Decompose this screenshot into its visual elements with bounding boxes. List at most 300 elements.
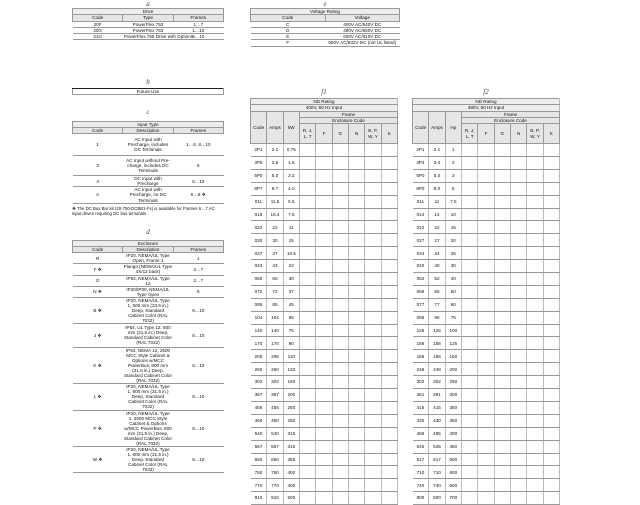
f1-subtitle: 400V, 50 Hz Input (251, 105, 398, 111)
frame-cell (543, 453, 559, 466)
frame-cell (332, 466, 348, 479)
amps-cell: 567 (267, 440, 283, 453)
code-cell: 302 (413, 376, 429, 389)
code-cell: 022 (413, 221, 429, 234)
rating-cell: 600 (445, 479, 461, 492)
frame-cell (365, 144, 381, 157)
code-cell: 485 (413, 427, 429, 440)
frame-cell (381, 401, 397, 414)
frame-cell (332, 273, 348, 286)
code-cell: 015 (251, 208, 267, 221)
frame-cell (299, 273, 315, 286)
col-header: N (348, 124, 364, 144)
frame-cell (543, 363, 559, 376)
frame-cell (478, 298, 494, 311)
frame-cell (365, 492, 381, 505)
table-f1-letter: f1 (321, 88, 327, 96)
frame-cell (381, 285, 397, 298)
frame-cell (527, 376, 543, 389)
frame-cell (316, 414, 332, 427)
frame-cell (494, 285, 510, 298)
frame-cell (348, 144, 364, 157)
amps-cell: 910 (267, 492, 283, 505)
table-d (72, 228, 224, 473)
table-row: K ❖ IP54, NEMA 12, 2500 MCC Style Cabinet & Options w/MCC PowerBus, 800 mm (31.5 in.) Deep, Standard Cabinet Color (RAL 7032) 8…10 (73, 347, 224, 383)
frame-cell (348, 208, 364, 221)
frame-cell (494, 363, 510, 376)
table-row (413, 234, 560, 247)
frame-cell (332, 182, 348, 195)
col-header: B, P, W, Y (365, 124, 381, 144)
frame-cell (316, 311, 332, 324)
frame-cell (527, 234, 543, 247)
amps-cell: 260 (267, 363, 283, 376)
frame-cell (510, 401, 526, 414)
rating-cell: 100 (445, 324, 461, 337)
rating-cell: 15 (445, 221, 461, 234)
frame-cell (510, 208, 526, 221)
frame-cell (348, 389, 364, 402)
table-row (251, 337, 398, 350)
code-cell: 043 (251, 260, 267, 273)
drive-table (72, 8, 224, 40)
rating-cell: 2 (445, 157, 461, 170)
table-row: G IP54, NEMA/UL Type 12 2…7 (73, 275, 224, 286)
frame-cell (365, 337, 381, 350)
frame-cell (494, 337, 510, 350)
table-row (251, 273, 398, 286)
frame-cell (381, 260, 397, 273)
col-header: Enclosure Code (299, 117, 397, 123)
code-cell: 156 (413, 337, 429, 350)
rating-cell: 400 (445, 427, 461, 440)
frame-cell (299, 260, 315, 273)
frame-cell (478, 350, 494, 363)
amps-cell: 22 (429, 221, 445, 234)
amps-cell: 14 (429, 208, 445, 221)
frame-cell (478, 221, 494, 234)
table-row (413, 182, 560, 195)
future-use-title: Future Use (73, 89, 224, 95)
code-cell: 910 (251, 492, 267, 505)
table-row (251, 247, 398, 260)
col-header: R, J, L, T (299, 124, 315, 144)
amps-cell: 34 (429, 247, 445, 260)
col-header: Enclosure Code (461, 117, 559, 123)
amps-cell: 460 (267, 414, 283, 427)
table-row (413, 221, 560, 234)
enclosure-table (72, 240, 224, 473)
frame-cell (461, 221, 477, 234)
frame-cell (299, 195, 315, 208)
amps-cell: 540 (267, 427, 283, 440)
frame-cell (527, 363, 543, 376)
frame-cell (478, 247, 494, 260)
table-row: P ❖ IP20, NEMA/UL Type 1, 2500 MCC Style Cabinet & Options w/MCC PowerBus, 800 mm (31.5 in.) Deep, Standard Cabinet Color (RAL 7032) 8…10 (73, 410, 224, 446)
code-cell: 060 (251, 273, 267, 286)
col-header: Type (123, 15, 173, 21)
col-header: K (543, 124, 559, 144)
frame-cell (381, 298, 397, 311)
rating-cell: 150 (445, 350, 461, 363)
frame-cell (365, 260, 381, 273)
rating-cell: 55 (283, 311, 299, 324)
amps-cell: 800 (429, 492, 445, 505)
table-row (413, 376, 560, 389)
col-header: Amps (429, 111, 445, 144)
frame-cell (332, 350, 348, 363)
frame-cell (494, 260, 510, 273)
frame-cell (527, 247, 543, 260)
frame-cell (494, 182, 510, 195)
col-header: Description (123, 247, 173, 253)
frame-cell (494, 195, 510, 208)
frame-cell (461, 208, 477, 221)
frame-cell (527, 350, 543, 363)
rating-cell: 250 (283, 414, 299, 427)
frame-cell (332, 195, 348, 208)
amps-cell: 2.1 (429, 144, 445, 157)
table-row (251, 466, 398, 479)
frame-cell (348, 492, 364, 505)
frame-cell (316, 363, 332, 376)
frame-cell (510, 195, 526, 208)
code-cell: 710 (413, 466, 429, 479)
frame-cell (494, 401, 510, 414)
frame-cell (332, 260, 348, 273)
frame-cell (543, 389, 559, 402)
frame-cell (543, 234, 559, 247)
table-row (251, 208, 398, 221)
frame-cell (348, 427, 364, 440)
amps-cell: 650 (267, 453, 283, 466)
amps-cell: 750 (267, 466, 283, 479)
rating-cell: 160 (283, 376, 299, 389)
table-row (413, 169, 560, 182)
nd-rating-480v-table (412, 98, 560, 505)
amps-cell: 740 (429, 479, 445, 492)
frame-cell (316, 182, 332, 195)
table-a (72, 0, 224, 40)
frame-cell (316, 247, 332, 260)
frame-cell (510, 414, 526, 427)
frame-cell (299, 427, 315, 440)
table-a-letter: a (146, 0, 150, 8)
frame-cell (461, 363, 477, 376)
frame-cell (348, 453, 364, 466)
table-row: D 480V AC/650V DC (251, 27, 400, 33)
frame-cell (348, 324, 364, 337)
frame-cell (316, 492, 332, 505)
frame-cell (299, 247, 315, 260)
amps-cell: 22 (267, 221, 283, 234)
rating-cell: 600 (445, 466, 461, 479)
rating-cell: 300 (445, 389, 461, 402)
code-cell: 205 (251, 350, 267, 363)
amps-cell: 456 (267, 401, 283, 414)
f2-title: ND Rating (413, 99, 560, 105)
frame-cell (381, 479, 397, 492)
frame-cell (332, 144, 348, 157)
amps-cell: 37 (267, 247, 283, 260)
frame-cell (316, 157, 332, 170)
frame-cell (381, 389, 397, 402)
table-row (413, 285, 560, 298)
table-c-letter: c (146, 108, 150, 116)
table-row: 4 DC Input with Precharge 5…10 (73, 176, 224, 187)
frame-cell (332, 157, 348, 170)
rating-cell: 45 (283, 298, 299, 311)
code-cell: 567 (251, 440, 267, 453)
frame-cell (365, 427, 381, 440)
frame-cell (381, 311, 397, 324)
frame-cell (381, 453, 397, 466)
frame-cell (543, 492, 559, 505)
frame-cell (299, 479, 315, 492)
frame-cell (381, 350, 397, 363)
code-cell: 052 (413, 273, 429, 286)
frame-cell (527, 453, 543, 466)
frame-cell (348, 247, 364, 260)
frame-cell (365, 182, 381, 195)
frame-cell (510, 169, 526, 182)
rating-cell: 60 (445, 298, 461, 311)
table-row (251, 169, 398, 182)
col-header: Amps (267, 111, 283, 144)
amps-cell: 11 (429, 195, 445, 208)
table-row (413, 208, 560, 221)
code-cell: 650 (251, 453, 267, 466)
table-row (251, 389, 398, 402)
frame-cell (543, 285, 559, 298)
frame-cell (510, 157, 526, 170)
frame-cell (543, 298, 559, 311)
frame-cell (461, 195, 477, 208)
table-row: J ❖ IP54, UL Type 12, 800 mm (31.5 in.) Deep, Standard Cabinet Color (RAL 7032) 8…10 (73, 323, 224, 347)
frame-cell (332, 311, 348, 324)
frame-cell (478, 427, 494, 440)
amps-cell: 8.0 (429, 182, 445, 195)
frame-cell (478, 440, 494, 453)
frame-cell (478, 311, 494, 324)
rating-cell: 18.5 (283, 247, 299, 260)
amps-cell: 710 (429, 466, 445, 479)
frame-cell (478, 389, 494, 402)
frame-cell (299, 144, 315, 157)
table-row: F ❖ Flange (NEMA/UL Type 4X/12 back) 2…7 (73, 264, 224, 275)
frame-cell (543, 247, 559, 260)
rating-cell: 500 (283, 492, 299, 505)
frame-cell (461, 350, 477, 363)
code-cell: 085 (251, 298, 267, 311)
frame-cell (494, 492, 510, 505)
frame-cell (348, 376, 364, 389)
frame-cell (332, 221, 348, 234)
amps-cell: 248 (429, 363, 445, 376)
frame-cell (478, 401, 494, 414)
frame-cell (510, 298, 526, 311)
frame-cell (510, 337, 526, 350)
frame-cell (365, 440, 381, 453)
rating-cell: 200 (283, 389, 299, 402)
code-cell: 014 (413, 208, 429, 221)
table-row (413, 298, 560, 311)
frame-cell (494, 247, 510, 260)
frame-cell (316, 208, 332, 221)
table-row (413, 466, 560, 479)
table-row (251, 492, 398, 505)
frame-cell (316, 479, 332, 492)
frame-cell (299, 466, 315, 479)
rating-cell: 400 (283, 479, 299, 492)
frame-cell (510, 221, 526, 234)
table-e-letter: e (323, 0, 327, 8)
frame-cell (381, 247, 397, 260)
frame-cell (316, 169, 332, 182)
frame-cell (527, 440, 543, 453)
frame-cell (299, 234, 315, 247)
code-cell: 770 (251, 479, 267, 492)
amps-cell: 85 (267, 298, 283, 311)
frame-cell (299, 182, 315, 195)
code-cell: 2P1 (413, 144, 429, 157)
rating-cell: 355 (283, 453, 299, 466)
table-row (251, 195, 398, 208)
table-row (251, 401, 398, 414)
amps-cell: 77 (429, 298, 445, 311)
frame-cell (316, 273, 332, 286)
frame-cell (461, 492, 477, 505)
frame-cell (510, 350, 526, 363)
table-row (251, 376, 398, 389)
frame-cell (494, 414, 510, 427)
frame-cell (365, 169, 381, 182)
frame-cell (461, 298, 477, 311)
table-row: 3 AC Input without Pre-charge, includes DC Terminals 5 (73, 156, 224, 176)
table-row (251, 144, 398, 157)
rating-cell: 37 (283, 285, 299, 298)
frame-cell (478, 492, 494, 505)
table-row: E 600V AC/810V DC (251, 34, 400, 40)
table-row: R IP20, NEMA/UL Type Open, Frame 1 1 (73, 253, 224, 264)
frame-cell (332, 208, 348, 221)
table-row (413, 440, 560, 453)
frame-cell (543, 208, 559, 221)
frame-cell (348, 363, 364, 376)
frame-cell (365, 401, 381, 414)
table-row (251, 453, 398, 466)
frame-cell (299, 389, 315, 402)
frame-cell (543, 169, 559, 182)
frame-cell (461, 311, 477, 324)
amps-cell: 3.5 (267, 157, 283, 170)
frame-cell (543, 324, 559, 337)
frame-cell (510, 324, 526, 337)
col-header: R, J, L, T (461, 124, 477, 144)
table-row (251, 221, 398, 234)
frame-cell (510, 376, 526, 389)
col-header: G (332, 124, 348, 144)
frame-cell (527, 311, 543, 324)
amps-cell: 52 (429, 273, 445, 286)
table-row (251, 182, 398, 195)
frame-cell (348, 182, 364, 195)
table-row (251, 260, 398, 273)
amps-cell: 430 (429, 414, 445, 427)
code-cell: 5P0 (413, 169, 429, 182)
frame-cell (299, 221, 315, 234)
table-row (413, 260, 560, 273)
frame-cell (299, 492, 315, 505)
table-row (413, 427, 560, 440)
frame-cell (365, 285, 381, 298)
frame-cell (510, 144, 526, 157)
rating-cell: 315 (283, 440, 299, 453)
frame-cell (478, 195, 494, 208)
frame-cell (494, 466, 510, 479)
frame-cell (348, 260, 364, 273)
frame-cell (478, 157, 494, 170)
frame-cell (299, 376, 315, 389)
table-row (413, 414, 560, 427)
rating-cell: 25 (445, 247, 461, 260)
rating-cell: 7.5 (283, 208, 299, 221)
code-cell: 617 (413, 453, 429, 466)
code-cell: 545 (413, 440, 429, 453)
code-cell: 460 (251, 414, 267, 427)
rating-cell: 30 (283, 273, 299, 286)
frame-cell (381, 324, 397, 337)
frame-cell (461, 285, 477, 298)
frame-cell (299, 414, 315, 427)
col-header: F (478, 124, 494, 144)
table-row: A AC Input with Precharge, no DC Terminals 6…8 ❖ (73, 187, 224, 203)
voltage-rating-title: Voltage Rating (251, 9, 400, 15)
frame-cell (494, 157, 510, 170)
code-cell: 096 (413, 311, 429, 324)
code-cell: 8P7 (251, 182, 267, 195)
rating-cell: 350 (445, 401, 461, 414)
rating-cell: 75 (283, 324, 299, 337)
frame-cell (461, 479, 477, 492)
code-cell: 3P4 (413, 157, 429, 170)
amps-cell: 11.5 (267, 195, 283, 208)
frame-cell (381, 337, 397, 350)
table-row: F 690V AC/932V DC (not UL listed) (251, 40, 400, 46)
frame-cell (461, 234, 477, 247)
frame-cell (316, 389, 332, 402)
frame-cell (365, 298, 381, 311)
frame-cell (316, 350, 332, 363)
col-header: Frame (299, 111, 397, 117)
rating-cell: 125 (445, 337, 461, 350)
frame-cell (494, 273, 510, 286)
frame-cell (348, 221, 364, 234)
frame-cell (365, 208, 381, 221)
frame-cell (510, 260, 526, 273)
frame-cell (348, 311, 364, 324)
amps-cell: 2.1 (267, 144, 283, 157)
frame-cell (365, 247, 381, 260)
table-c (72, 108, 224, 216)
rating-cell: 30 (445, 260, 461, 273)
amps-cell: 170 (267, 337, 283, 350)
input-type-title: Input Type (73, 122, 224, 128)
rating-cell: 5.5 (283, 195, 299, 208)
code-cell: 800 (413, 492, 429, 505)
frame-cell (316, 466, 332, 479)
frame-cell (494, 324, 510, 337)
